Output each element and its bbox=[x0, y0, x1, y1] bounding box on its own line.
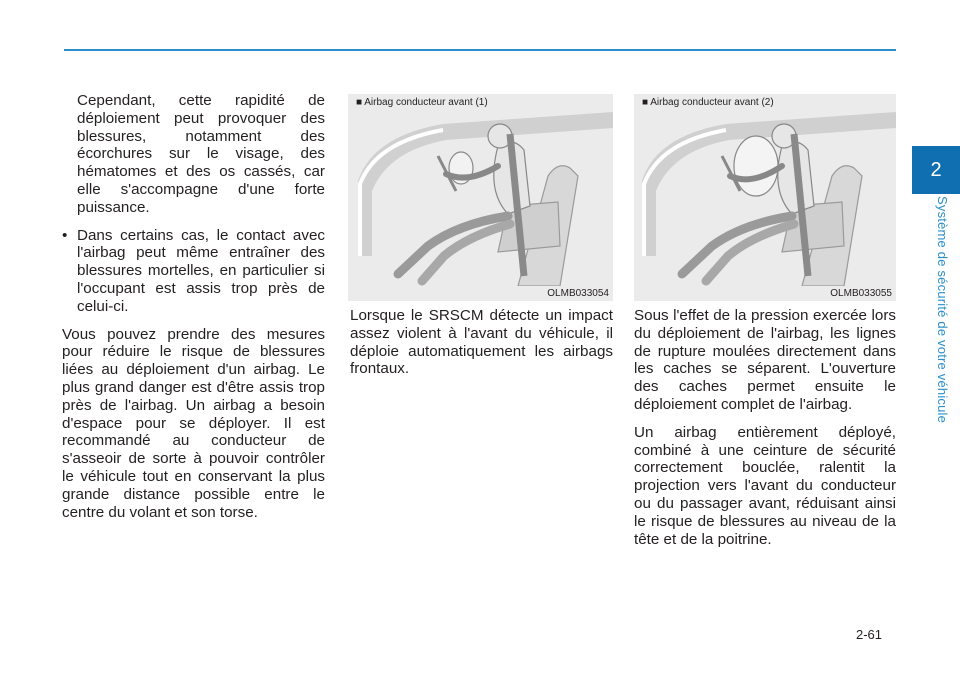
paragraph: Lorsque le SRSCM détecte un impact assez violent à l'avant du véhicule, il déploie automatiquement les airbags frontaux. bbox=[350, 307, 613, 378]
figure-code: OLMB033055 bbox=[830, 288, 892, 299]
header-rule bbox=[64, 49, 896, 51]
chapter-title: Système de sécurité de votre véhicule bbox=[935, 196, 950, 424]
page-number: 2-61 bbox=[856, 627, 883, 642]
bullet-mark: • bbox=[62, 226, 68, 244]
paragraph: Vous pouvez prendre des mesures pour réduire le risque de blessures liées au déploiement d'un airbag. Le plus grand danger est d'être assis trop près de l'airbag. Un airbag a besoin d'espace pour se déployer. Il est recommandé au conducteur de s'asseoir de sorte à pouvoir contrôler le véhicule tout en conservant la plus grande distance possible entre le centre du volant et son torse. bbox=[62, 325, 325, 521]
bullet-item bbox=[62, 227, 325, 316]
bullet-text: Dans certains cas, le contact avec l'airbag peut même entraîner des blessures mortelles, en particulier si l'occupant est assis trop près de celui-ci. bbox=[77, 226, 325, 315]
figure-code: OLMB033054 bbox=[547, 288, 609, 299]
paragraph-continuation: Cependant, cette rapidité de déploiement peut provoquer des blessures, notamment des écorchures sur le visage, des hématomes et des os cassés, car elle s'accompagne d'une forte puissance. bbox=[77, 92, 325, 216]
text-column-2 bbox=[350, 307, 613, 388]
driver-airbag-illustration-1 bbox=[348, 106, 613, 286]
paragraph: Sous l'effet de la pression exercée lors du déploiement de l'airbag, les lignes de rupture moulées directement dans les caches se séparent. L'ouverture des caches permet ensuite le déploiement complet de l'airbag. bbox=[634, 307, 896, 413]
paragraph: Un airbag entièrement déployé, combiné à une ceinture de sécurité correctement bouclée, ralentit la projection vers l'avant du conducteur ou du passager avant, réduisant ainsi le risque de blessures au niveau de la tête et de la poitrine. bbox=[634, 423, 896, 548]
text-column-3 bbox=[634, 307, 896, 558]
driver-airbag-illustration-2 bbox=[634, 106, 896, 286]
figure-caption: ■ Airbag conducteur avant (1) bbox=[356, 97, 488, 108]
text-column-1 bbox=[62, 92, 325, 531]
figure-driver-airbag-2 bbox=[634, 94, 896, 301]
chapter-tab: 2 bbox=[912, 146, 960, 194]
figure-driver-airbag-1 bbox=[348, 94, 613, 301]
figure-caption: ■ Airbag conducteur avant (2) bbox=[642, 97, 774, 108]
